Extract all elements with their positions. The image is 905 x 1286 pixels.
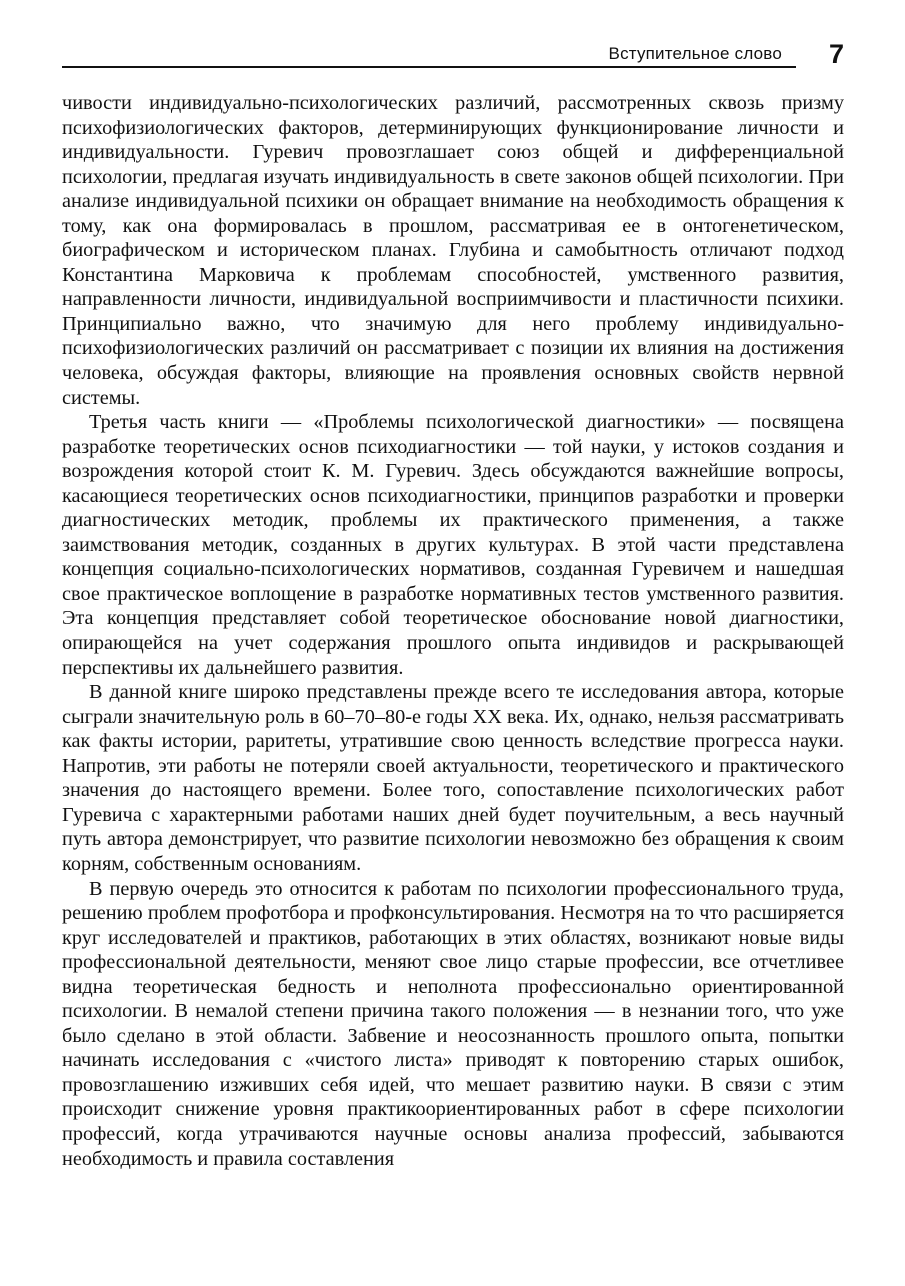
paragraph-2: Третья часть книги — «Проблемы психологической диагностики» — посвящена разработке теоретических основ психодиагностики — той науки, у истоков создания и возрождения которой стоит К. М. Гуревич. Здесь обсуждаются важнейшие вопросы, касающиеся теоретических основ психодиагностики, принципов разработки и проверки диагностических методик, проблемы их практического применения, а также заимствования методик, созданных в других культурах. В этой части представлена концепция социально-психологических нормативов, созданная Гуревичем и нашедшая свое практическое воплощение в разработке нормативных тестов умственного развития. Эта концепция представляет собой теоретическое обоснование новой диагностики, опирающейся на учет содержания прошлого опыта индивидов и раскрывающей перспективы их дальнейшего развития. (62, 411, 844, 679)
page-body (62, 91, 844, 1171)
running-head (62, 40, 844, 70)
section-title: Вступительное слово (608, 44, 782, 63)
paragraph-1: чивости индивидуально-психологических различий, рассмотренных сквозь призму психофизиологических факторов, детерминирующих функционирование личности и индивидуальности. Гуревич провозглашает союз общей и дифференциальной психологии, предлагая изучать индивидуальность в свете законов общей психологии. При анализе индивидуальной психики он обращает внимание на необходимость обращения к тому, как она формировалась в прошлом, рассматривая ее в онтогенетическом, биографическом и историческом планах. Глубина и самобытность отличают подход Константина Марковича к проблемам способностей, умственного развития, направленности личности, индивидуальной восприимчивости и пластичности психики. Принципиально важно, что значимую для него проблему индивидуально-психофизиологических различий он рассматривает с позиции их влияния на достижения человека, обсуждая факторы, влияющие на проявления основных свойств нервной системы. (62, 92, 844, 409)
paragraph-3: В данной книге широко представлены прежде всего те исследования автора, которые сыграли значительную роль в 60–70–80-е годы XX века. Их, однако, нельзя рассматривать как факты истории, раритеты, утратившие свою ценность вследствие прогресса науки. Напротив, эти работы не потеряли своей актуальности, теоретического и практического значения до настоящего времени. Более того, сопоставление психологических работ Гуревича с характерными работами наших дней будет поучительным, а весь научный путь автора демонстрирует, что развитие психологии невозможно без обращения к своим корням, собственным основаниям. (62, 681, 844, 875)
header-rule (62, 66, 796, 68)
paragraph-4: В первую очередь это относится к работам по психологии профессионального труда, решению проблем профотбора и профконсультирования. Несмотря на то что расширяется круг исследователей и практиков, работающих в этих областях, возникают новые виды профессиональной деятельности, меняют свое лицо старые профессии, все отчетливее видна теоретическая бедность и неполнота профессионально ориентированной психологии. В немалой степени причина такого положения — в незнании того, что уже было сделано в этой области. Забвение и неосознанность прошлого опыта, попытки начинать исследования с «чистого листа» приводят к повторению старых ошибок, провозглашению изживших себя идей, что мешает развитию науки. В связи с этим происходит снижение уровня практикоориентированных работ в сфере психологии профессий, когда утрачиваются научные основы анализа профессий, забываются необходимость и правила составления (62, 877, 844, 1170)
page-number: 7 (828, 39, 844, 69)
